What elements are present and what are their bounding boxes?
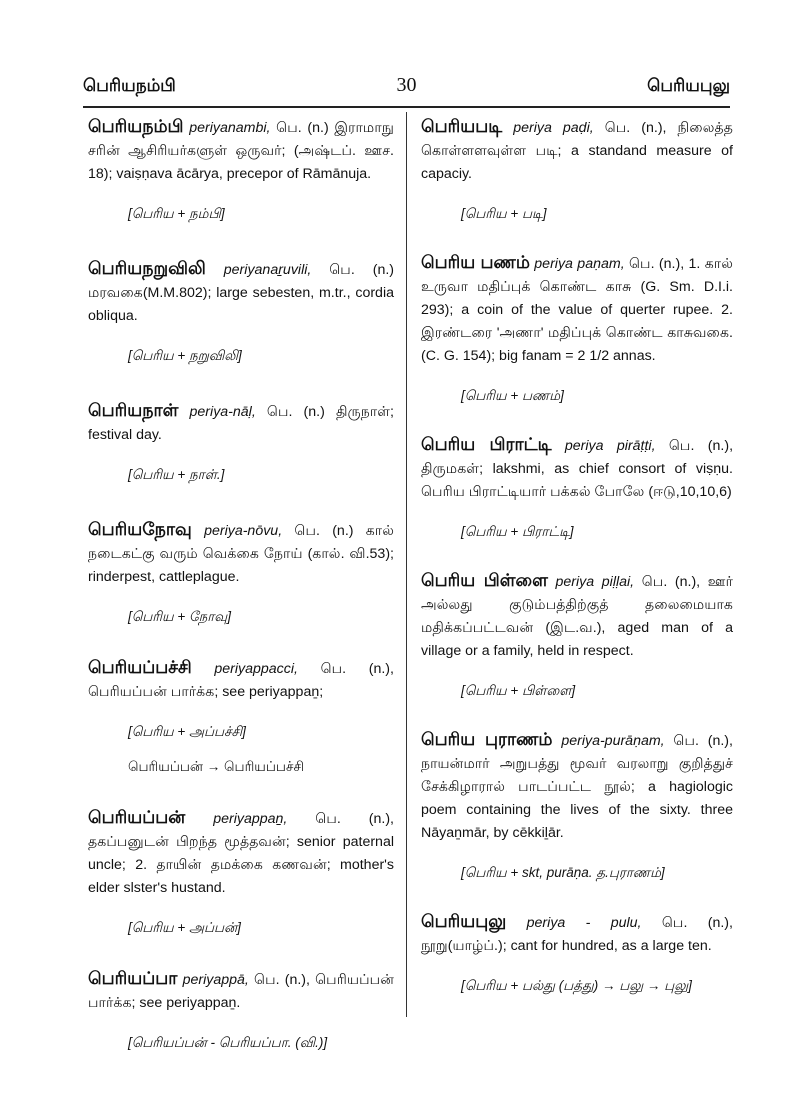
entry-transliteration: periya-purāṇam, [561, 733, 665, 749]
entry-transliteration: periyappā, [182, 972, 249, 988]
entry-headword: பெரிய பணம் [421, 252, 530, 272]
entry-headword: பெரியபடி [421, 116, 503, 136]
entry-etymology: [பெரிய + பிராட்டி] [461, 524, 574, 539]
entry-etymology: [பெரிய + பல்து (பத்து) → பலு → புலு] [461, 978, 692, 993]
entry-headword: பெரியநோவு [88, 519, 192, 539]
entry-headword: பெரியபுலு [421, 911, 507, 931]
entry-definition: பெ. (n.) கால் நடைகட்கு வரும் வெக்கை நோய் (கால். வி.53); rinderpest, cattleplague. [88, 523, 394, 585]
entry-headword: பெரியநாள் [88, 400, 179, 420]
entry-definition: பெ. (n.), நாயன்மார் அறுபத்து மூவர் வரலாறு குறித்துச் சேக்கிழாரால் பாடப்பட்ட நூல்; a hagiologic poem containing the lives of the sixty. three Nāyaṉmār, by cēkkiḻār. [421, 733, 733, 841]
entry-derivation: பெரியப்பன் → பெரியப்பச்சி [128, 759, 305, 774]
dictionary-entry [88, 967, 394, 1054]
entry-headword: பெரியப்பச்சி [88, 657, 192, 677]
entry-transliteration: periyanaṟuvili, [223, 262, 312, 278]
entry-definition: பெ. (n.), பெரியப்பன் பார்க்க; see periyappaṉ; [88, 661, 394, 700]
dictionary-entry [421, 569, 733, 702]
entry-definition: பெ. (n.) திருநாள்; festival day. [88, 404, 394, 443]
entry-transliteration: periya piḷḷai, [555, 574, 635, 590]
entry-etymology: [பெரிய + பணம்] [461, 388, 564, 403]
dictionary-entry [421, 910, 733, 997]
entry-etymology: [பெரியப்பன் - பெரியப்பா. (வி.)] [128, 1035, 328, 1050]
entry-definition: பெ. (n.), ஊர் அல்லது குடும்பத்திற்குத் தலைமையாக மதிக்கப்பட்டவன் (இட.வ.), aged man of a village or a family, held in respect. [421, 574, 733, 659]
entry-headword: பெரியப்பா [88, 968, 178, 988]
entry-definition: பெ. (n.), 1. கால் உருவா மதிப்புக் கொண்ட காசு (G. Sm. D.I.i. 293); a coin of the value of querter rupee. 2. இரண்டரை 'அணா' மதிப்புக் கொண்ட காசுவகை. (C. G. 154); big fanam = 2 1/2 annas. [421, 256, 733, 364]
right-column [421, 115, 733, 1023]
entry-definition: பெ. (n.), திருமகள்; lakshmi, as chief consort of viṣṇu. பெரிய பிராட்டியார் பக்கல் போலே (ஈடு,10,10,6) [421, 438, 734, 500]
entry-transliteration: periya-nōvu, [204, 523, 283, 539]
dictionary-entry [88, 806, 394, 939]
entry-headword: பெரிய பிள்ளை [421, 570, 548, 590]
entry-transliteration: periyappaṉ, [213, 811, 288, 827]
entry-transliteration: periyanambi, [189, 120, 271, 136]
entry-definition: பெ. (n.) மரவகை(M.M.802); large sebesten, m.tr., cordia obliqua. [88, 262, 394, 324]
dictionary-entry [421, 433, 733, 543]
entry-transliteration: periya paṇam, [534, 256, 625, 272]
page-header [83, 72, 730, 106]
dictionary-entry [421, 251, 733, 407]
dictionary-entry [88, 399, 394, 486]
entry-etymology: [பெரிய + அப்பச்சி] [128, 724, 246, 739]
entry-transliteration: periya paḍi, [513, 120, 594, 136]
entry-headword: பெரியப்பன் [88, 807, 186, 827]
entry-headword: பெரியநம்பி [88, 116, 184, 136]
header-rule [83, 106, 730, 108]
entry-definition: பெ. (n.), பெரியப்பன் பார்க்க; see periyappaṉ. [88, 972, 394, 1011]
entry-etymology: [பெரிய + skt, purāṇa. த.புராணம்] [461, 865, 665, 880]
page-number: 30 [396, 74, 417, 96]
entry-definition: பெ. (n.) இராமாநு சரின் ஆசிரியர்களுள் ஒருவர்; (அஷ்டப். ஊச. 18); vaiṣṇava ācārya, precepor of Rāmānuja. [88, 120, 394, 182]
dictionary-entry [88, 518, 394, 628]
dictionary-entry [421, 115, 733, 225]
entry-transliteration: periya-nāḷ, [189, 404, 256, 420]
header-right-guideword: பெரியபுலு [647, 76, 730, 95]
entry-definition: பெ. (n.), நிலைத்த கொள்ளளவுள்ள படி; a standand measure of capaciy. [421, 120, 733, 182]
entry-etymology: [பெரிய + அப்பன்] [128, 920, 241, 935]
entry-etymology: [பெரிய + நறுவிலி] [128, 348, 242, 363]
entry-definition: பெ. (n.), தகப்பனுடன் பிறந்த மூத்தவன்; senior paternal uncle; 2. தாயின் தமக்கை கணவன்; mother's elder slster's hustand. [88, 811, 394, 896]
entry-transliteration: periya pirāṭṭi, [564, 438, 656, 454]
entry-etymology: [பெரிய + நாள்.] [128, 467, 225, 482]
entry-headword: பெரிய பிராட்டி [421, 434, 552, 454]
entry-headword: பெரியநறுவிலி [88, 258, 206, 278]
entry-etymology: [பெரிய + படி] [461, 206, 547, 221]
header-left-guideword: பெரியநம்பி [83, 76, 176, 95]
entry-etymology: [பெரிய + நம்பி] [128, 206, 225, 221]
entry-etymology: [பெரிய + பிள்ளை] [461, 683, 576, 698]
dictionary-entry [421, 728, 733, 884]
column-divider [406, 112, 407, 1017]
entry-definition: பெ. (n.), நூறு(யாழ்ப்.); cant for hundred, as a large ten. [421, 915, 733, 954]
left-column [88, 115, 394, 1082]
dictionary-entry [88, 115, 394, 225]
dictionary-entry [88, 257, 394, 367]
entry-transliteration: periyappacci, [214, 661, 298, 677]
dictionary-entry [88, 656, 394, 778]
entry-headword: பெரிய புராணம் [421, 729, 553, 749]
entry-transliteration: periya - pulu, [526, 915, 642, 931]
entry-etymology: [பெரிய + நோவு] [128, 609, 231, 624]
